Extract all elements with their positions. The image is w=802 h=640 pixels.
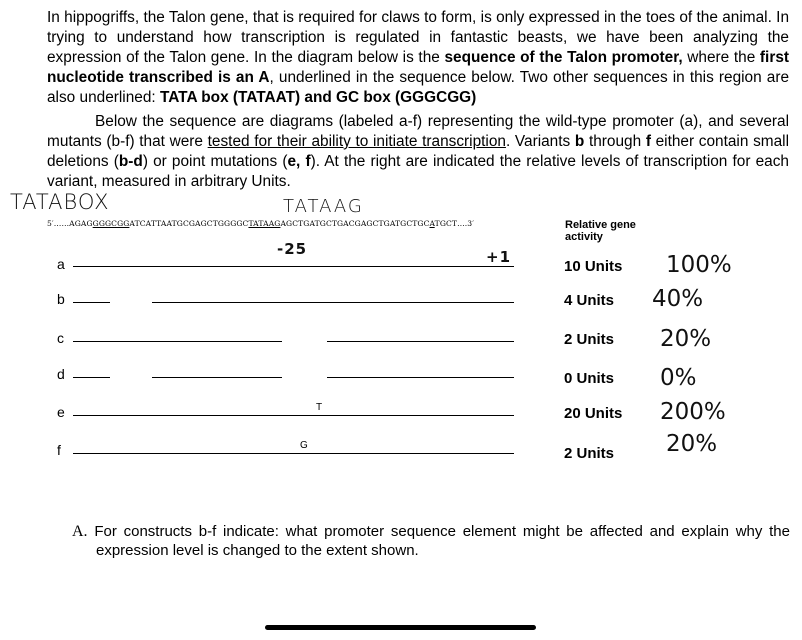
- handwritten-tataag-note: TATAAG: [283, 196, 364, 217]
- handwritten-percent-c: 20%: [660, 326, 712, 352]
- seq-part: AGCTGATGCTGACGAGCTGATGCTGC: [280, 219, 430, 228]
- point-mutation-f: G: [300, 440, 308, 451]
- diagram-description-paragraph: [47, 112, 789, 192]
- handwritten-minus25-note: -25: [277, 240, 308, 258]
- text-span: either contain small deletions (: [47, 133, 789, 170]
- handwritten-tatabox-note: TATABOX: [10, 190, 110, 214]
- underlined-span: tested for their ability to initiate transcription: [207, 133, 506, 150]
- promoter-sequence: [47, 219, 474, 228]
- question-a: [72, 522, 790, 560]
- promoter-line-c-right: [327, 341, 514, 342]
- promoter-line-d-2: [152, 377, 282, 378]
- question-text: For constructs b-f indicate: what promoter sequence element might be affected and explain why the expression level is changed to the extent shown.: [94, 523, 790, 559]
- question-letter: A.: [72, 523, 88, 540]
- tata-box-sequence: TATAAG: [248, 219, 281, 228]
- units-c: 2 Units: [564, 331, 615, 348]
- units-d: 0 Units: [564, 370, 615, 387]
- text-span: , underlined in the sequence below. Two other sequences in this region are also underlined:: [47, 69, 790, 106]
- text-span: ) or point mutations (: [142, 153, 288, 170]
- handwritten-percent-d: 0%: [660, 365, 697, 391]
- row-label-e: e: [57, 404, 65, 420]
- row-label-c: c: [57, 330, 64, 346]
- intro-paragraph: [47, 8, 789, 108]
- units-b: 4 Units: [564, 292, 615, 309]
- text-span: . Variants: [505, 133, 575, 150]
- handwritten-percent-e: 200%: [660, 399, 726, 425]
- activity-column-header: [565, 219, 636, 243]
- seq-part: ATCATTAATGCGAGCTGGGGC: [129, 219, 249, 228]
- text-span: ). At the right are indicated the relative levels of transcription for each variant, measured in arbitrary Units.: [47, 153, 789, 190]
- units-e: 20 Units: [564, 405, 623, 422]
- bold-span: b-d: [118, 153, 143, 170]
- row-label-d: d: [57, 366, 65, 382]
- promoter-line-e: [73, 415, 514, 416]
- bold-span: sequence of the Talon promoter,: [444, 49, 683, 66]
- row-label-a: a: [57, 256, 65, 272]
- units-f: 2 Units: [564, 445, 615, 462]
- header-line: Relative gene: [565, 219, 636, 231]
- promoter-line-c-left: [73, 341, 282, 342]
- promoter-line-d-1: [73, 377, 110, 378]
- bold-span: first nucleotide transcribed is an A: [47, 49, 789, 86]
- units-a: 10 Units: [564, 258, 623, 275]
- seq-part: TGCT….3′: [434, 219, 475, 228]
- promoter-line-f: [73, 453, 514, 454]
- point-mutation-e: T: [316, 402, 323, 413]
- bold-span: b: [574, 133, 585, 150]
- text-span: where the: [682, 49, 760, 66]
- text-span: through: [584, 133, 646, 150]
- promoter-line-b-left: [73, 302, 110, 303]
- text-span: In hippogriffs, the Talon gene, that is required for claws to form, is only expressed in the toes of the animal. In trying to understand how transcription is regulated in fantastic beasts, we have been analyzing the expression of the Talon gene. In the diagram below is the: [47, 9, 789, 66]
- handwritten-percent-b: 40%: [652, 286, 704, 312]
- bold-span: e, f: [287, 153, 311, 170]
- text-span: Below the sequence are diagrams (labeled a-f) representing the wild-type promoter (a), and several mutants (b-f) that were: [47, 113, 789, 150]
- handwritten-plus1-note: +1: [486, 248, 512, 266]
- promoter-line-d-3: [327, 377, 514, 378]
- header-line: activity: [565, 231, 603, 243]
- promoter-line-b-right: [152, 302, 514, 303]
- handwritten-percent-a: 100%: [666, 252, 732, 278]
- seq-part: 5′……AGAG: [47, 219, 93, 228]
- bold-span: TATA box (TATAAT) and GC box (GGGCGG): [159, 89, 477, 106]
- bold-span: f: [645, 133, 651, 150]
- row-label-b: b: [57, 291, 65, 307]
- handwritten-percent-f: 20%: [666, 431, 718, 457]
- gc-box-sequence: GGGCGG: [92, 219, 130, 228]
- transcription-start-nucleotide: A: [429, 219, 435, 228]
- row-label-f: f: [57, 442, 61, 458]
- home-indicator-bar[interactable]: [265, 625, 536, 630]
- promoter-line-a: [73, 266, 514, 267]
